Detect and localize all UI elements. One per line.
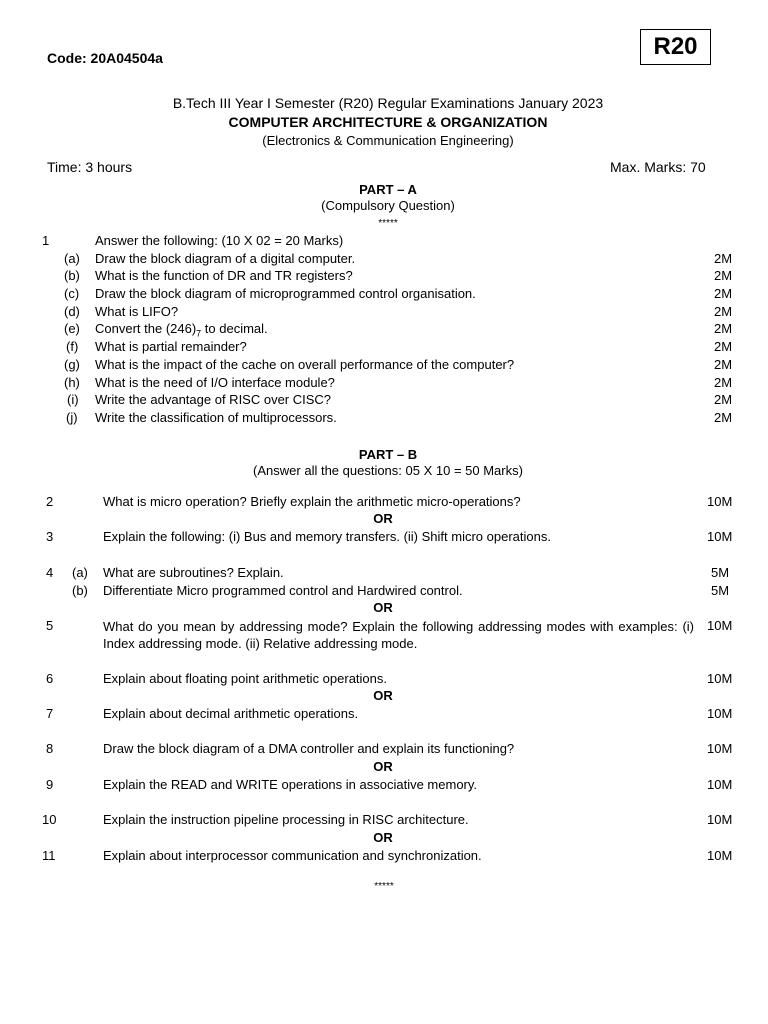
question-marks: 10M (707, 671, 733, 686)
question-text: Explain about decimal arithmetic operations. (103, 706, 359, 721)
item-text: What is partial remainder? (95, 339, 247, 354)
question-text: Explain the READ and WRITE operations in associative memory. (103, 777, 478, 792)
part-b-subtitle: (Answer all the questions: 05 X 10 = 50 Marks) (253, 463, 523, 478)
exam-title: B.Tech III Year I Semester (R20) Regular Examinations January 2023 (172, 95, 604, 111)
part-a-subtitle: (Compulsory Question) (321, 198, 455, 213)
question-text: What do you mean by addressing mode? Explain the following addressing modes with examples: (i) Index addressing mode. (ii) Relative addressing mode. (103, 619, 694, 651)
question-marks: 10M (707, 529, 733, 544)
item-marks: 2M (714, 357, 733, 372)
question-text: Explain about interprocessor communication and synchronization. (103, 848, 482, 863)
item-marks: 2M (714, 375, 733, 390)
item-marks: 2M (714, 321, 733, 336)
item-text: Draw the block diagram of a digital computer. (95, 251, 356, 266)
item-label: (e) (64, 321, 80, 336)
question-number: 4 (46, 565, 54, 580)
item-marks: 2M (714, 339, 733, 354)
question-marks: 10M (707, 812, 733, 827)
part-a-stars: ***** (378, 218, 398, 229)
question-number: 8 (46, 741, 54, 756)
item-label: (f) (66, 339, 79, 354)
item-label: (a) (64, 251, 80, 266)
or-separator: OR (373, 600, 393, 615)
item-marks: 2M (714, 251, 733, 266)
item-marks: 2M (714, 268, 733, 283)
question-marks: 10M (707, 494, 733, 509)
question-text: What are subroutines? Explain. (103, 565, 284, 580)
item-text: Write the classification of multiprocessors. (95, 410, 337, 425)
question-text: Explain the following: (i) Bus and memory transfers. (ii) Shift micro operations. (103, 529, 551, 544)
sub-question-label: (a) (72, 565, 88, 580)
question-text: Explain about floating point arithmetic operations. (103, 671, 388, 686)
question-marks: 10M (707, 848, 733, 863)
question-number: 9 (46, 777, 54, 792)
item-marks: 2M (714, 392, 733, 407)
or-separator: OR (373, 759, 393, 774)
item-text (95, 321, 268, 339)
exam-duration: Time: 3 hours (47, 159, 133, 175)
sub-question-label: (b) (72, 583, 88, 598)
question-number: 11 (42, 848, 56, 863)
question-text: What is micro operation? Briefly explain the arithmetic micro-operations? (103, 494, 521, 509)
question-marks: 10M (707, 618, 733, 633)
item-marks: 2M (714, 410, 733, 425)
item-text: What is the function of DR and TR registers? (95, 268, 353, 283)
item-text: What is the impact of the cache on overall performance of the computer? (95, 357, 515, 372)
part-b-title: PART – B (358, 447, 418, 462)
question-text: Draw the block diagram of a DMA controller and explain its functioning? (103, 741, 515, 756)
part-a-title: PART – A (359, 182, 417, 197)
item-label: (g) (64, 357, 80, 372)
item-marks: 2M (714, 304, 733, 319)
question-number: 3 (46, 529, 54, 544)
question-marks: 5M (711, 565, 730, 580)
conversion-text-after: to decimal. (201, 321, 268, 336)
or-separator: OR (373, 688, 393, 703)
branch-name: (Electronics & Communication Engineering) (262, 133, 514, 148)
question-marks: 10M (707, 706, 733, 721)
question-number: 7 (46, 706, 54, 721)
item-text: What is the need of I/O interface module? (95, 375, 335, 390)
regulation-badge: R20 (640, 29, 711, 65)
item-label: (b) (64, 268, 80, 283)
or-separator: OR (373, 830, 393, 845)
part-a-instruction: Answer the following: (10 X 02 = 20 Marks) (95, 233, 344, 248)
question-paper-code: Code: 20A04504a (47, 50, 163, 66)
question-number: 6 (46, 671, 54, 686)
item-label: (j) (66, 410, 78, 425)
question-number: 2 (46, 494, 54, 509)
item-label: (d) (64, 304, 80, 319)
question-text: Differentiate Micro programmed control and Hardwired control. (103, 583, 463, 598)
item-text: Draw the block diagram of microprogrammed control organisation. (95, 286, 476, 301)
question-number: 1 (42, 233, 50, 248)
question-number: 10 (42, 812, 57, 827)
or-separator: OR (373, 511, 393, 526)
end-stars: ***** (374, 881, 394, 892)
item-label: (c) (64, 286, 80, 301)
item-label: (h) (64, 375, 80, 390)
question-number: 5 (46, 618, 54, 633)
item-marks: 2M (714, 286, 733, 301)
item-text: Write the advantage of RISC over CISC? (95, 392, 332, 407)
subject-title: COMPUTER ARCHITECTURE & ORGANIZATION (228, 114, 548, 130)
item-label: (i) (67, 392, 79, 407)
question-marks: 10M (707, 741, 733, 756)
item-text: What is LIFO? (95, 304, 179, 319)
base-subscript: 7 (196, 328, 202, 339)
conversion-text-before: Convert the (246) (95, 321, 197, 336)
question-text: Explain the instruction pipeline processing in RISC architecture. (103, 812, 469, 827)
max-marks: Max. Marks: 70 (610, 159, 706, 175)
question-marks: 5M (711, 583, 730, 598)
question-marks: 10M (707, 777, 733, 792)
